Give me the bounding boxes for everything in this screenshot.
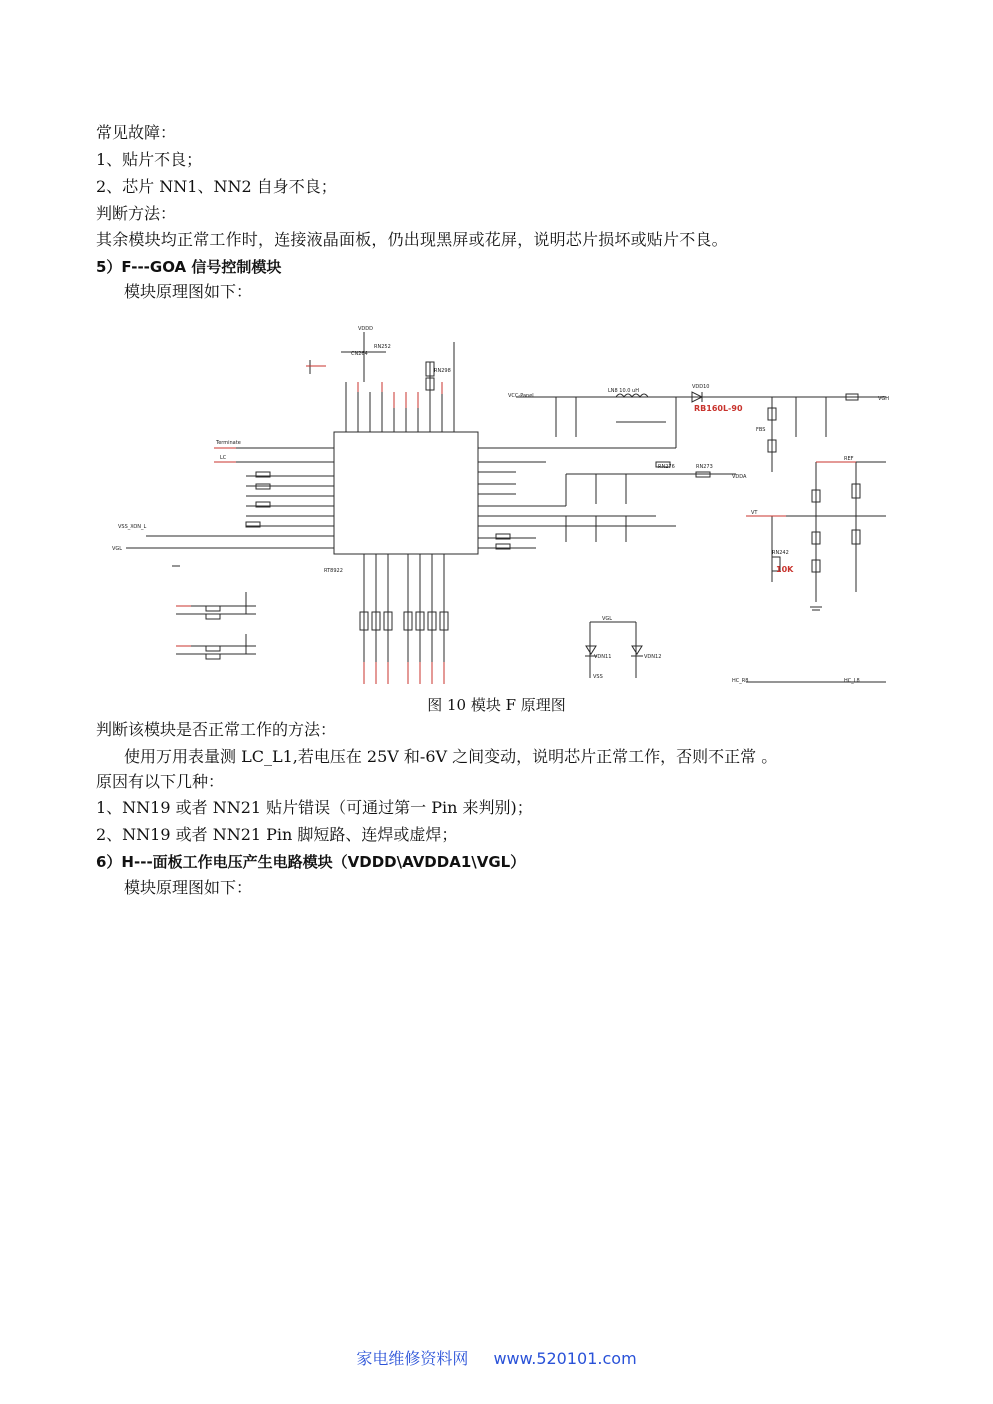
label-vgh: VGH [878,396,890,402]
label-rn298: RN298 [434,368,451,374]
reason-item-2: 2、NN19 或者 NN21 Pin 脚短路、连焊或虚焊； [96,825,458,844]
reason-item-1: 1、NN19 或者 NN21 贴片错误（可通过第一 Pin 来判别)； [96,798,533,817]
label-vss: VSS [593,674,603,680]
faults-title: 常见故障： [96,123,177,142]
label-diode: RB160L-90 [694,404,743,413]
judge-text: 使用万用表量测 LC_L1,若电压在 25V 和-6V 之间变动，说明芯片正常工作，否则不正常 。 [124,747,778,766]
label-vgl-bottom: VGL [602,616,613,622]
label-rn252: RN252 [374,344,391,350]
label-fbs: FBS [756,427,766,433]
label-vdn11: VDN11 [594,654,612,660]
schematic-figure [96,322,896,690]
label-rn276: RN276 [658,464,675,470]
footer [0,1346,993,1369]
reasons-title: 原因有以下几种： [96,772,225,791]
fault-item-2: 2、芯片 NN1、NN2 自身不良； [96,177,337,196]
label-vdd10: VDD10 [692,384,710,390]
label-cn264: CN264 [351,351,368,357]
section-5-intro: 模块原理图如下： [124,282,253,301]
footer-site-url[interactable]: www.520101.com [493,1349,637,1368]
label-vss-xon: VSS_XON_L [118,524,147,530]
fault-item-1: 1、贴片不良； [96,150,203,169]
footer-site-name: 家电维修资料网 [356,1349,469,1368]
label-vcc-panel: VCC-Panel [508,393,534,399]
label-vt: VT [751,510,758,516]
label-lc: LC [220,455,227,461]
chip-body [334,432,478,554]
method-title: 判断方法： [96,204,177,223]
label-rn242: RN242 [772,550,789,556]
method-text: 其余模块均正常工作时，连接液晶面板，仍出现黑屏或花屏，说明芯片损坏或贴片不良。 [96,230,728,249]
label-vddd: VDDD [358,326,373,332]
label-rn273: RN273 [696,464,713,470]
label-vgl: VGL [112,546,123,552]
label-hc-r8: HC_R8 [732,678,749,684]
label-vdda: VDDA [732,474,747,480]
label-chip: RT8922 [324,568,343,574]
label-lnb: LN8 10.0 uH [608,388,639,394]
section-6-intro: 模块原理图如下： [124,878,253,897]
label-10k: 10K [776,565,794,574]
label-terminate: Terminate [216,440,241,446]
label-vdn12: VDN12 [644,654,662,660]
section-5-heading: 5）F---GOA 信号控制模块 [96,258,282,276]
label-hc-l8: HC_L8 [844,678,860,684]
section-6-heading: 6）H---面板工作电压产生电路模块（VDDD\AVDDA1\VGL） [96,853,526,871]
judge-title: 判断该模块是否正常工作的方法： [96,720,337,739]
figure-caption: 图 10 模块 F 原理图 [427,696,566,714]
label-ref: REF [844,456,854,462]
